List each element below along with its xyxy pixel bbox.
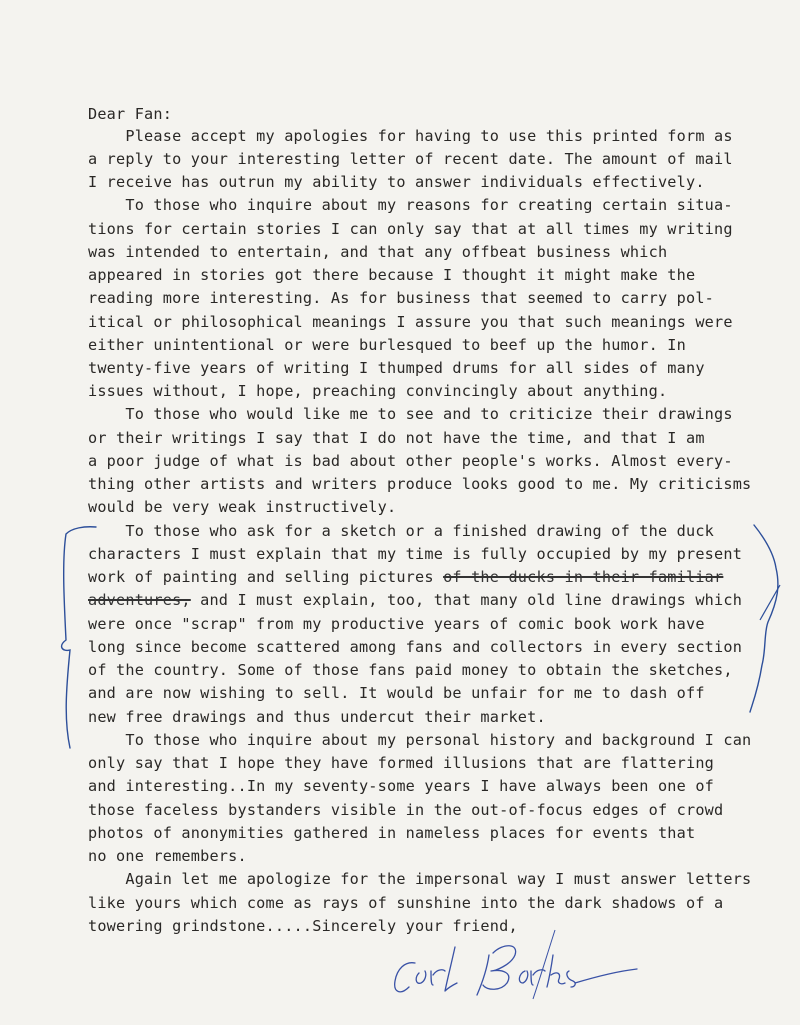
body-line: were once "scrap" from my productive years of comic book work have: [88, 615, 705, 633]
body-line: To those who inquire about my personal history and background I can: [88, 731, 752, 749]
signature: [375, 925, 645, 1005]
body-line: photos of anonymities gathered in nameless places for events that: [88, 824, 696, 842]
body-line-text: and I must explain, too, that many old line drawings which: [190, 591, 743, 609]
body-line: either unintentional or were burlesqued to beef up the humor. In: [88, 336, 686, 354]
body-line: only say that I hope they have formed illusions that are flattering: [88, 754, 715, 772]
body-line: no one remembers.: [88, 847, 247, 865]
body-line: and interesting..In my seventy-some years I have always been one of: [88, 777, 715, 795]
body-line: itical or philosophical meanings I assure you that such meanings were: [88, 313, 733, 331]
body-line: issues without, I hope, preaching convincingly about anything.: [88, 382, 668, 400]
body-line: was intended to entertain, and that any offbeat business which: [88, 243, 668, 261]
body-line: Again let me apologize for the impersonal way I must answer letters: [88, 870, 752, 888]
body-line: long since become scattered among fans and collectors in every section: [88, 638, 743, 656]
body-line: [88, 567, 723, 587]
body-line: tions for certain stories I can only say that at all times my writing: [88, 220, 733, 238]
body-line: new free drawings and thus undercut their market.: [88, 708, 546, 726]
body-line: like yours which come as rays of sunshine into the dark shadows of a: [88, 894, 724, 912]
body-line: Please accept my apologies for having to use this printed form as: [88, 127, 733, 145]
body-line: twenty-five years of writing I thumped drums for all sides of many: [88, 359, 705, 377]
body-line: appeared in stories got there because I thought it might make the: [88, 266, 696, 284]
body-line: [88, 590, 742, 610]
body-line: of the country. Some of those fans paid money to obtain the sketches,: [88, 661, 733, 679]
body-line: a poor judge of what is bad about other people's works. Almost every-: [88, 452, 733, 470]
body-line: To those who would like me to see and to criticize their drawings: [88, 405, 733, 423]
body-line-text: work of painting and selling pictures: [88, 568, 444, 586]
salutation: Dear Fan:: [88, 105, 173, 123]
body-line: I receive has outrun my ability to answer individuals effectively.: [88, 173, 705, 191]
body-line: would be very weak instructively.: [88, 498, 397, 516]
struck-text: adventures,: [88, 591, 191, 609]
body-line: towering grindstone.....Sincerely your friend,: [88, 917, 518, 935]
body-line: To those who inquire about my reasons for creating certain situa-: [88, 196, 733, 214]
body-line: or their writings I say that I do not have the time, and that I am: [88, 429, 705, 447]
body-line: characters I must explain that my time is fully occupied by my present: [88, 545, 743, 563]
body-line: and are now wishing to sell. It would be unfair for me to dash off: [88, 684, 705, 702]
struck-text: of the ducks in their familiar: [443, 568, 724, 586]
body-line: those faceless bystanders visible in the out-of-focus edges of crowd: [88, 801, 724, 819]
body-line: thing other artists and writers produce looks good to me. My criticisms: [88, 475, 752, 493]
body-line: a reply to your interesting letter of recent date. The amount of mail: [88, 150, 733, 168]
body-line: To those who ask for a sketch or a finished drawing of the duck: [88, 522, 715, 540]
body-line: reading more interesting. As for business that seemed to carry pol-: [88, 289, 715, 307]
